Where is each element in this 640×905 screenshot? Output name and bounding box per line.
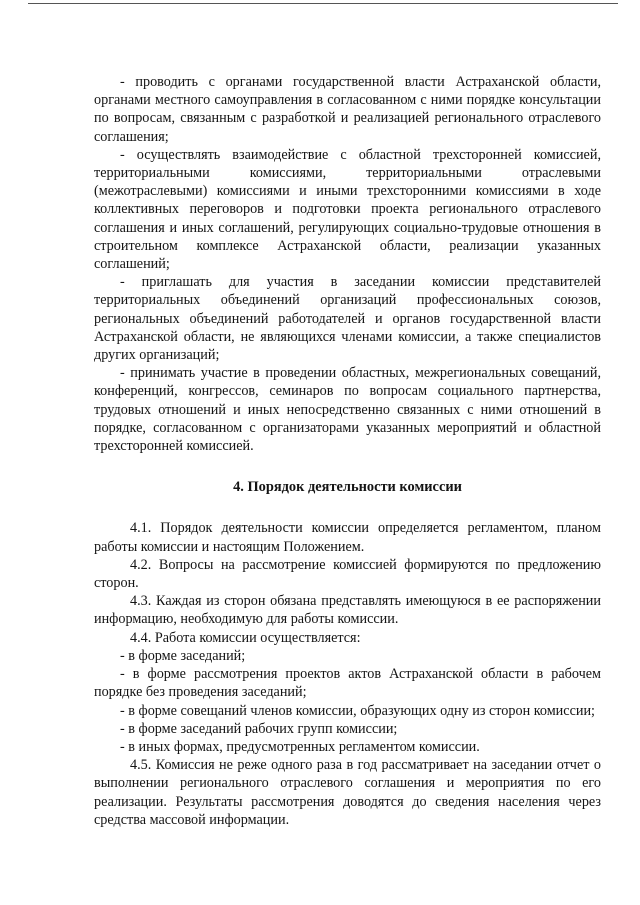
form-member-conferences: - в форме совещаний членов комиссии, образующих одну из сторон комиссии; xyxy=(120,702,595,719)
clause-4-1: 4.1. Порядок деятельности комиссии определяется регламентом, планом работы комиссии и настоящим Положением. xyxy=(94,520,601,555)
paragraph-consultations: - проводить с органами государственной власти Астраханской области, органами местного самоуправления в согласованном с ними порядке консультации по вопросам, связанным с разработкой и реализацией регионального отраслевого соглашения; xyxy=(94,74,601,145)
section-heading: 4. Порядок деятельности комиссии xyxy=(233,479,462,496)
document-page xyxy=(94,73,601,829)
form-meetings: - в форме заседаний; xyxy=(120,647,246,664)
paragraph-interaction: - осуществлять взаимодействие с областной трехсторонней комиссией, территориальными комиссиями, территориальными отраслевыми (межотраслевыми) комиссиями и иными трехсторонними комиссиями в ходе коллективных переговоров и подготовки проекта регионального отраслевого соглашения и иных соглашений, регулирующих социально-трудовые отношения в строительном комплексе Астраханской области, реализации указанных соглашений; xyxy=(94,146,601,273)
clause-4-4: 4.4. Работа комиссии осуществляется: xyxy=(130,629,361,646)
top-border-line xyxy=(28,3,618,4)
clause-4-2: 4.2. Вопросы на рассмотрение комиссией формируются по предложению сторон. xyxy=(94,556,601,592)
form-draft-review: - в форме рассмотрения проектов актов Астраханской области в рабочем порядке без проведения заседаний; xyxy=(94,666,601,701)
form-working-groups: - в форме заседаний рабочих групп комиссии; xyxy=(120,720,398,737)
clause-4-3: 4.3. Каждая из сторон обязана представлять имеющуюся в ее распоряжении информацию, необходимую для работы комиссии. xyxy=(94,593,601,628)
paragraph-participation: - принимать участие в проведении областных, межрегиональных совещаний, конференций, конгрессов, семинаров по вопросам социального партнерства, трудовых отношений и иных непосредственно связанных с ними отношений в порядке, согласованном с организаторами указанных мероприятий и областной трехсторонней комиссией. xyxy=(94,365,601,455)
form-other: - в иных формах, предусмотренных регламентом комиссии. xyxy=(120,738,480,755)
paragraph-invite: - приглашать для участия в заседании комиссии представителей территориальных объединений организаций профессиональных союзов, региональных объединений работодателей и органов государственной власти Астраханской области, не являющихся членами комиссии, а также специалистов других организаций; xyxy=(94,274,601,364)
clause-4-5: 4.5. Комиссия не реже одного раза в год рассматривает на заседании отчет о выполнении регионального отраслевого соглашения и мероприятия по его реализации. Результаты рассмотрения доводятся до сведения населения через средства массовой информации. xyxy=(94,757,601,828)
